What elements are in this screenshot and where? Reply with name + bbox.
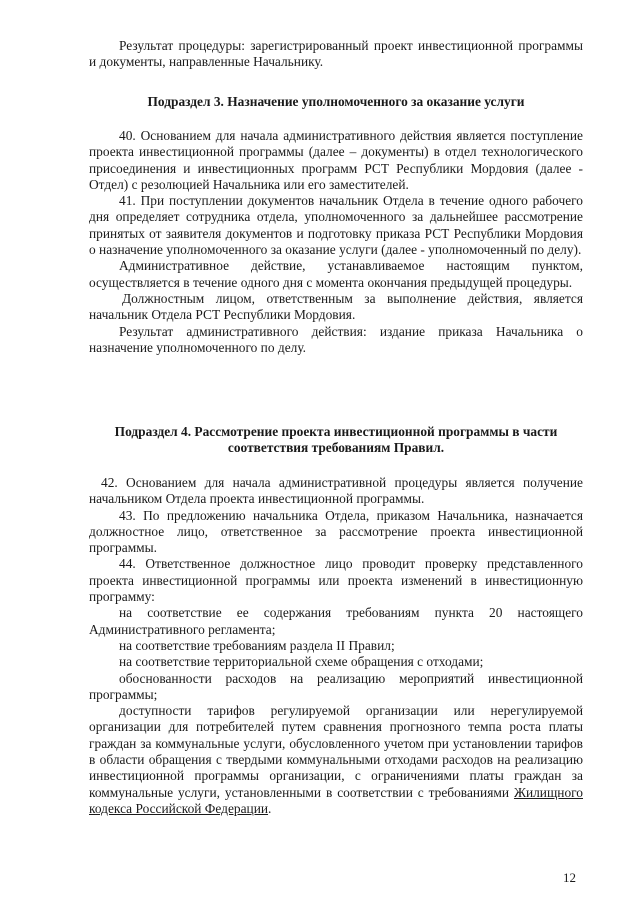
subsection-4-title-line1: Подраздел 4. Рассмотрение проекта инвестиционной программы в части	[114, 424, 558, 439]
paragraph-action-result: Результат административного действия: издание приказа Начальника о назначение уполномоченного по делу.	[89, 323, 583, 355]
paragraph-41: 41. При поступлении документов начальник Отдела в течение одного рабочего дня определяет сотрудника отдела, уполномоченного за дальнейшее рассмотрение принятых от заявителя документов и подготовку приказа РСТ Республики Мордовия о назначение уполномоченного за оказание услуги (далее - уполномоченный по делу).	[89, 193, 583, 258]
subsection-4-title-line2: соответствия требованиям Правил.	[227, 440, 445, 456]
list-item: обоснованности расходов на реализацию мероприятий инвестиционной программы;	[89, 670, 583, 702]
list-item: на соответствие территориальной схеме обращения с отходами;	[119, 654, 484, 670]
paragraph-42: 42. Основанием для начала административной процедуры является получение начальником Отдела проекта инвестиционной программы.	[89, 475, 583, 507]
subsection-3-title: Подраздел 3. Назначение уполномоченного за оказание услуги	[147, 94, 525, 109]
housing-code-link[interactable]: Жилищного кодекса Российской Федерации	[89, 784, 583, 816]
list-item: на соответствие ее содержания требованиям пункта 20 настоящего Административного регламента;	[89, 605, 583, 637]
intro-paragraph	[89, 38, 583, 71]
paragraph-43: 43. По предложению начальника Отдела, приказом Начальника, назначается должностное лицо, ответственное за рассмотрение проекта инвестиционной программы.	[89, 507, 583, 556]
list-item-last	[89, 703, 583, 817]
page-number: 12	[563, 870, 576, 885]
subsection-4-body	[89, 475, 583, 817]
list-item-last-end: .	[268, 800, 272, 816]
paragraph-44: 44. Ответственное должностное лицо проводит проверку представленного проекта инвестиционной программы или проекта изменений в инвестиционную программу:	[89, 556, 583, 605]
intro-text: Результат процедуры: зарегистрированный проект инвестиционной программы и документы, направленные Начальнику.	[89, 38, 583, 70]
paragraph-40: 40. Основанием для начала административного действия является поступление проекта инвестиционной программы (далее – документы) в отдел технологического присоединения и инвестиционных программ РСТ Республики Мордовия (далее - Отдел) с резолюцией Начальника или его заместителей.	[89, 128, 583, 192]
list-item-last-text: доступности тарифов регулируемой организации или нерегулируемой организации для потребителей путем сравнения прогнозного темпа роста платы граждан за коммунальные услуги, обусловленного учетом при установлении тарифов в области обращения с твердыми коммунальными отходами расходов на реализацию инвестиционной программы организации, с ограничениями платы граждан за коммунальные услуги, установленными в соответствии с требованиями	[89, 703, 583, 800]
paragraph-admin-action: Административное действие, устанавливаемое настоящим пунктом, осуществляется в течение одного дня с момента окончания предыдущей процедуры.	[89, 258, 583, 290]
paragraph-responsible-official: Должностным лицом, ответственным за выполнение действия, является начальник Отдела РСТ Республики Мордовия.	[89, 290, 583, 323]
subsection-3-body	[89, 128, 583, 356]
subsection-4-title	[89, 424, 583, 457]
list-item: на соответствие требованиям раздела II Правил;	[119, 637, 395, 653]
